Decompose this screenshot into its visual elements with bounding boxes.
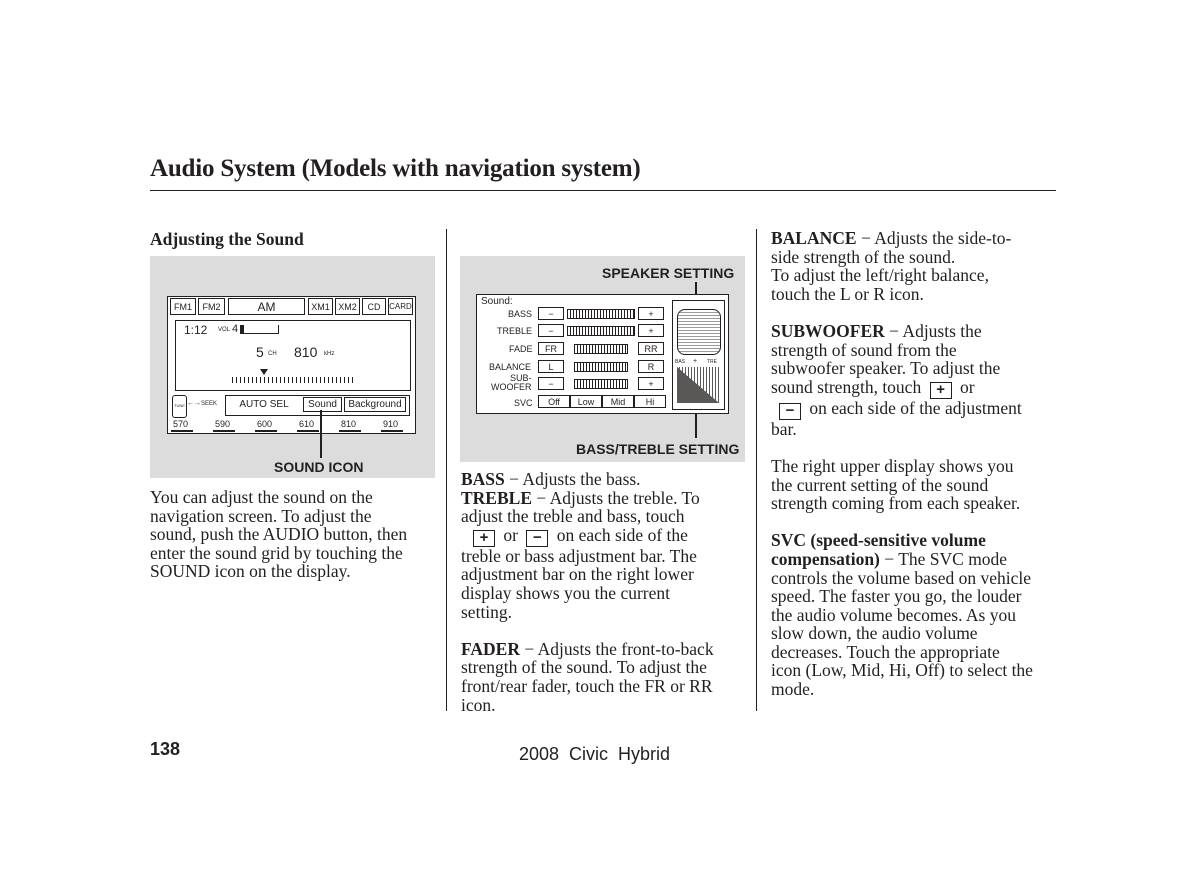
volume-value: 4 bbox=[232, 323, 239, 335]
channel-number: 5 bbox=[256, 344, 264, 360]
volume-bar bbox=[240, 325, 279, 334]
speaker-display-panel bbox=[672, 300, 725, 410]
preset-4[interactable]: 610 bbox=[299, 419, 315, 429]
speaker-setting-graphic bbox=[677, 309, 721, 355]
bass-treble-callout: BASS/TREBLE SETTING bbox=[576, 441, 740, 457]
preset-3[interactable]: 600 bbox=[257, 419, 273, 429]
col2-line: adjust the treble and bass, touch bbox=[461, 506, 685, 527]
preset-1[interactable]: 570 bbox=[173, 419, 189, 429]
tab-xm1[interactable]: XM1 bbox=[308, 298, 333, 315]
tune-label: TUNE bbox=[174, 403, 185, 408]
minus-button-icon: − bbox=[526, 530, 548, 547]
touch-tail: on each side of the bbox=[556, 524, 688, 545]
treble-bar[interactable] bbox=[567, 326, 635, 336]
balance-bar[interactable] bbox=[574, 362, 628, 372]
treble-label: TREBLE bbox=[497, 326, 533, 336]
sound-settings-figure bbox=[460, 256, 745, 462]
tab-am[interactable]: AM bbox=[228, 298, 305, 315]
tab-xm2[interactable]: XM2 bbox=[335, 298, 360, 315]
col3-line: the audio volume becomes. As you bbox=[771, 604, 1016, 625]
svc-term: SVC (speed-sensitive volume bbox=[771, 530, 986, 551]
sub-touch-line bbox=[771, 378, 1066, 399]
svc-hi-button[interactable]: Hi bbox=[634, 395, 666, 408]
sound-icon-figure bbox=[150, 256, 435, 478]
sub-minus-line bbox=[771, 399, 1066, 420]
treble-term: TREBLE bbox=[461, 487, 532, 508]
col2-line: adjustment bar on the right lower bbox=[461, 564, 694, 585]
volume-label: VOL bbox=[218, 327, 231, 333]
seek-label: SEEK bbox=[201, 401, 218, 407]
subwoofer-desc: − Adjusts the bbox=[884, 320, 982, 341]
col3-line: subwoofer speaker. To adjust the bbox=[771, 358, 1001, 379]
subwoofer-bar[interactable] bbox=[574, 379, 628, 389]
col3-text bbox=[771, 229, 1066, 699]
treble-plus-button[interactable]: + bbox=[638, 324, 664, 337]
fade-fr-button[interactable]: FR bbox=[538, 342, 564, 355]
svc-mid-button[interactable]: Mid bbox=[602, 395, 634, 408]
subwoofer-plus-button[interactable]: + bbox=[638, 377, 664, 390]
bass-treble-setting-graphic bbox=[677, 367, 719, 403]
bas-label: BAS bbox=[675, 359, 686, 365]
tab-fm2[interactable]: FM2 bbox=[198, 298, 225, 315]
col3-line: the current setting of the sound bbox=[771, 474, 989, 495]
preset-5[interactable]: 810 bbox=[341, 419, 357, 429]
bass-label: BASS bbox=[508, 309, 533, 319]
col3-line: icon (Low, Mid, Hi, Off) to select the bbox=[771, 660, 1033, 681]
page-title: Audio System (Models with navigation system) bbox=[150, 155, 641, 182]
sub-tail: on each side of the adjustment bbox=[809, 397, 1022, 418]
section-heading: Adjusting the Sound bbox=[150, 229, 304, 249]
clock-time: 1:12 bbox=[184, 323, 208, 337]
fader-desc: − Adjusts the front-to-back bbox=[519, 638, 714, 659]
treble-entry bbox=[461, 489, 751, 508]
audio-screen bbox=[167, 296, 416, 434]
bass-treble-plus-label: + bbox=[693, 358, 698, 365]
col3-line: touch the L or R icon. bbox=[771, 283, 924, 304]
subwoofer-minus-button[interactable]: − bbox=[538, 377, 564, 390]
background-button[interactable]: Background bbox=[344, 397, 406, 412]
balance-entry bbox=[771, 229, 1066, 248]
preset-6[interactable]: 910 bbox=[383, 419, 399, 429]
column-divider-1 bbox=[446, 229, 447, 711]
sub-touch-text: sound strength, touch bbox=[771, 376, 922, 397]
col2-line: setting. bbox=[461, 601, 513, 622]
khz-label: kHz bbox=[324, 351, 335, 357]
col2-line: icon. bbox=[461, 694, 496, 715]
plus-button-icon: + bbox=[930, 382, 952, 399]
col2-line: strength of the sound. To adjust the bbox=[461, 657, 707, 678]
tab-fm1[interactable]: FM1 bbox=[170, 298, 196, 315]
sound-icon-leader-line bbox=[320, 410, 322, 458]
tune-rocker-button[interactable] bbox=[172, 395, 187, 418]
col3-line: slow down, the audio volume bbox=[771, 623, 978, 644]
subwoofer-label: SUB- WOOFER bbox=[491, 373, 532, 392]
or-text: or bbox=[503, 524, 518, 545]
tab-card[interactable]: CARD bbox=[388, 298, 413, 315]
or-text: or bbox=[959, 376, 975, 397]
col3-line: To adjust the left/right balance, bbox=[771, 265, 989, 286]
bass-term: BASS bbox=[461, 469, 505, 489]
col1-line: SOUND icon on the display. bbox=[150, 561, 351, 582]
tab-cd[interactable]: CD bbox=[362, 298, 386, 315]
col2-text bbox=[461, 470, 751, 714]
channel-label: CH bbox=[268, 351, 277, 357]
balance-desc: − Adjusts the side-to- bbox=[856, 228, 1012, 248]
tre-label: TRE bbox=[707, 359, 717, 365]
plus-button-icon: + bbox=[473, 530, 495, 547]
bass-plus-button[interactable]: + bbox=[638, 307, 664, 320]
svc-entry bbox=[771, 550, 1066, 569]
sound-button[interactable]: Sound bbox=[303, 397, 342, 412]
treble-desc: − Adjusts the treble. To bbox=[532, 487, 700, 508]
balance-label: BALANCE bbox=[489, 362, 532, 372]
fade-label: FADE bbox=[509, 344, 533, 354]
auto-sel-button[interactable]: AUTO SEL bbox=[228, 397, 300, 412]
col3-line: strength coming from each speaker. bbox=[771, 493, 1021, 514]
touch-buttons-line bbox=[461, 526, 751, 547]
svc-term-2: compensation) bbox=[771, 548, 880, 569]
svc-low-button[interactable]: Low bbox=[570, 395, 602, 408]
seek-arrow-icon: ←→ bbox=[187, 400, 201, 407]
tuning-scale bbox=[232, 377, 356, 383]
fader-term: FADER bbox=[461, 638, 520, 659]
col3-line: decreases. Touch the appropriate bbox=[771, 641, 1000, 662]
page-number: 138 bbox=[150, 739, 181, 759]
fade-bar[interactable] bbox=[574, 344, 628, 354]
tuning-pointer-icon bbox=[260, 369, 268, 375]
col1-line: You can adjust the sound on the bbox=[150, 487, 373, 507]
preset-row bbox=[168, 418, 415, 433]
col2-line: display shows you the current bbox=[461, 582, 670, 603]
model-name: 2008 Civic Hybrid bbox=[519, 744, 671, 764]
col3-line: strength of sound from the bbox=[771, 339, 957, 360]
col3-line: speed. The faster you go, the louder bbox=[771, 586, 1022, 607]
svc-label: SVC bbox=[514, 398, 533, 408]
sound-label: Sound: bbox=[481, 296, 513, 307]
title-rule bbox=[150, 190, 1056, 191]
svc-off-button[interactable]: Off bbox=[538, 395, 570, 408]
col1-paragraph bbox=[150, 488, 440, 581]
bass-minus-button[interactable]: − bbox=[538, 307, 564, 320]
col3-line: The right upper display shows you bbox=[771, 455, 1014, 476]
col2-line: front/rear fader, touch the FR or RR bbox=[461, 675, 713, 696]
col3-line: side strength of the sound. bbox=[771, 246, 956, 267]
sound-icon-callout: SOUND ICON bbox=[274, 459, 364, 475]
fader-entry bbox=[461, 640, 751, 659]
col1-line: sound, push the AUDIO button, then bbox=[150, 524, 408, 545]
subwoofer-term: SUBWOOFER bbox=[771, 320, 885, 341]
sound-screen bbox=[476, 294, 729, 414]
tuner-display bbox=[175, 320, 411, 391]
col3-line: mode. bbox=[771, 679, 815, 700]
col3-line: bar. bbox=[771, 418, 797, 439]
preset-underlines bbox=[171, 430, 413, 432]
frequency-value: 810 bbox=[294, 344, 318, 360]
bass-entry bbox=[461, 470, 751, 489]
minus-button-icon: − bbox=[779, 403, 801, 420]
balance-l-button[interactable]: L bbox=[538, 360, 564, 373]
col3-line: controls the volume based on vehicle bbox=[771, 567, 1031, 588]
bass-bar[interactable] bbox=[567, 309, 635, 319]
bass-desc: − Adjusts the bass. bbox=[504, 469, 641, 489]
fade-rr-button[interactable]: RR bbox=[638, 342, 664, 355]
column-divider-2 bbox=[756, 229, 757, 711]
svc-term-line-1 bbox=[771, 531, 1066, 550]
speaker-setting-callout: SPEAKER SETTING bbox=[602, 265, 735, 281]
col1-line: enter the sound grid by touching the bbox=[150, 542, 403, 563]
col2-line: treble or bass adjustment bar. The bbox=[461, 545, 697, 566]
preset-2[interactable]: 590 bbox=[215, 419, 231, 429]
treble-minus-button[interactable]: − bbox=[538, 324, 564, 337]
balance-term: BALANCE bbox=[771, 228, 857, 248]
subwoofer-entry bbox=[771, 322, 1066, 341]
col1-line: navigation screen. To adjust the bbox=[150, 505, 372, 526]
balance-r-button[interactable]: R bbox=[638, 360, 664, 373]
svc-desc: − The SVC mode bbox=[879, 548, 1008, 569]
